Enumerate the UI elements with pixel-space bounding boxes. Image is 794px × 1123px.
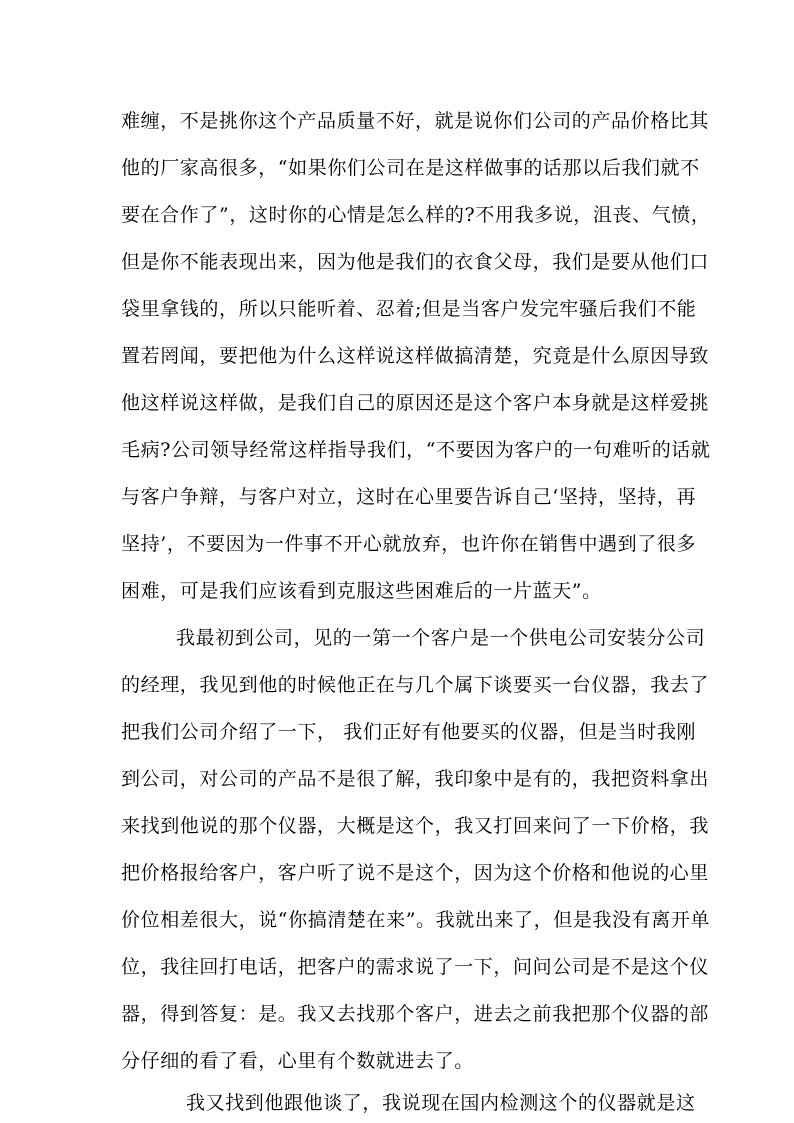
text-line: 袋里拿钱的，所以只能听着、忍着;但是当客户发完牢骚后我们不能 xyxy=(121,298,697,320)
paragraph-start-line: 我又找到他跟他谈了，我说现在国内检测这个的仪器就是这 xyxy=(186,1092,696,1114)
text-line: 但是你不能表现出来，因为他是我们的衣食父母，我们是要从他们口 xyxy=(121,251,710,273)
text-line: 要在合作了”，这时你的心情是怎么样的?不用我多说，沮丧、气愤， xyxy=(121,204,711,226)
text-line: 把价格报给客户，客户听了说不是这个，因为这个价格和他说的心里 xyxy=(121,862,710,884)
text-line: 他的厂家高很多，“如果你们公司在是这样做事的话那以后我们就不 xyxy=(121,157,700,179)
text-line: 价位相差很大，说“你搞清楚在来”。我就出来了，但是我没有离开单 xyxy=(121,909,711,931)
text-line: 把我们公司介绍了一下， 我们正好有他要买的仪器，但是当时我刚 xyxy=(121,721,697,743)
text-line: 来找到他说的那个仪器，大概是这个，我又打回来问了一下价格，我 xyxy=(121,815,710,837)
text-line: 器，得到答复：是。我又去找那个客户，进去之前我把那个仪器的部 xyxy=(121,1003,710,1025)
text-line: 到公司，对公司的产品不是很了解，我印象中是有的，我把资料拿出 xyxy=(121,768,710,790)
text-line: 坚持’，不要因为一件事不开心就放弃，也许你在销售中遇到了很多 xyxy=(121,533,697,555)
text-line: 毛病?公司领导经常这样指导我们，“不要因为客户的一句难听的话就 xyxy=(121,439,711,461)
text-line: 位，我往回打电话，把客户的需求说了一下，问问公司是不是这个仪 xyxy=(121,956,710,978)
text-line: 难缠，不是挑你这个产品质量不好，就是说你们公司的产品价格比其 xyxy=(121,110,710,132)
text-line: 置若罔闻，要把他为什么这样说这样做搞清楚，究竟是什么原因导致 xyxy=(121,345,710,367)
text-line: 的经理，我见到他的时候他正在与几个属下谈要买一台仪器，我去了 xyxy=(121,674,710,696)
text-line: 与客户争辩，与客户对立，这时在心里要告诉自己‘坚持，坚持，再 xyxy=(121,486,697,508)
paragraph-start-line: 我最初到公司，见的一第一个客户是一个供电公司安装分公司 xyxy=(176,627,706,649)
text-line: 他这样说这样做，是我们自己的原因还是这个客户本身就是这样爱挑 xyxy=(121,392,710,414)
text-line: 困难，可是我们应该看到克服这些困难后的一片蓝天”。 xyxy=(121,580,602,602)
text-line: 分仔细的看了看，心里有个数就进去了。 xyxy=(121,1050,474,1072)
